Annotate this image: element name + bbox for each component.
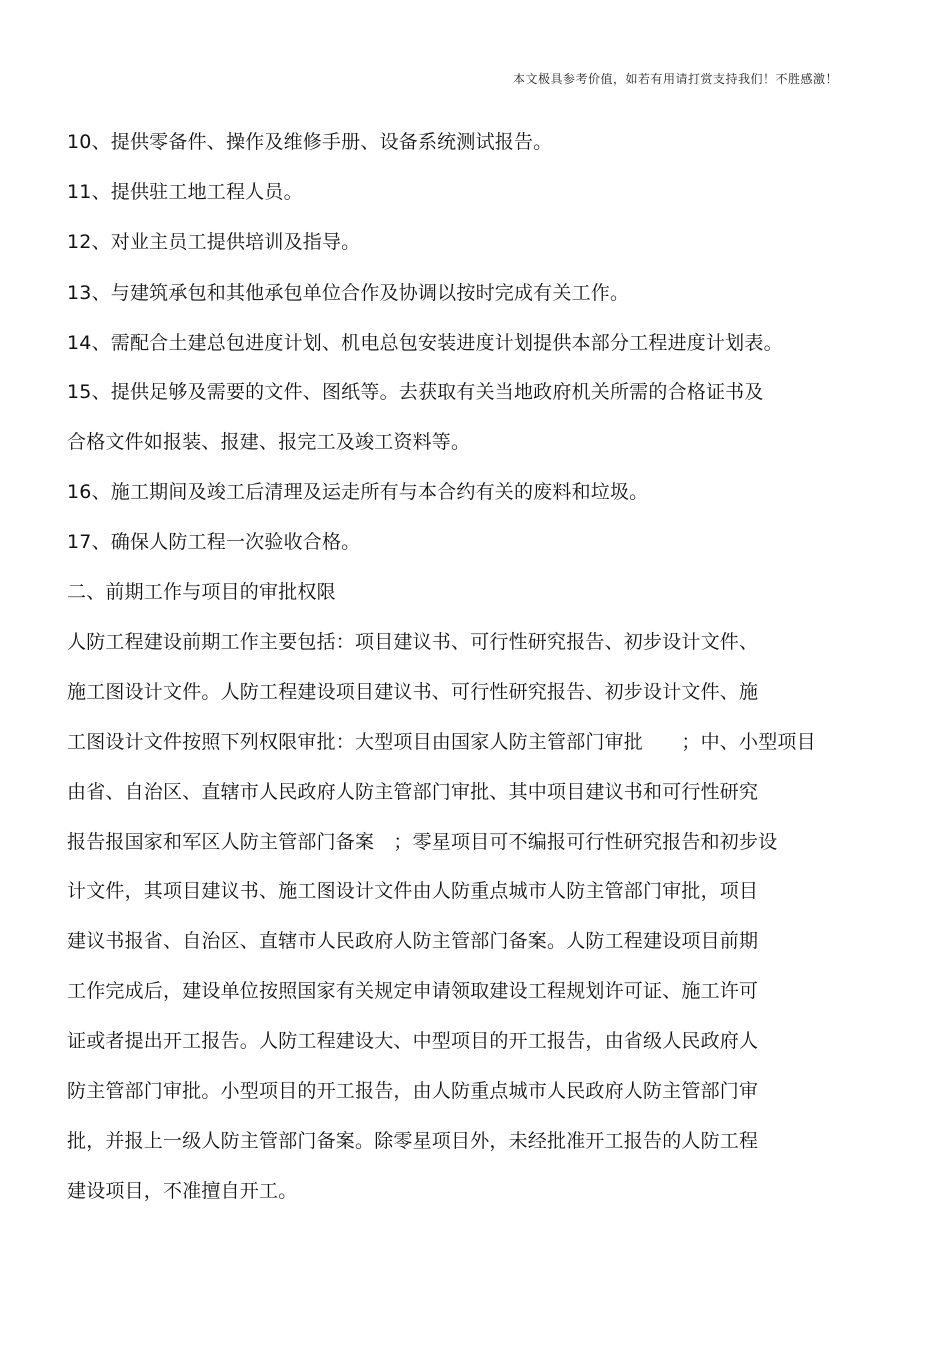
text-line: 12、对业主员工提供培训及指导。 xyxy=(67,231,361,253)
text-line: 14、需配合土建总包进度计划、机电总包安装进度计划提供本部分工程进度计划表。 xyxy=(67,332,783,354)
text-line: 防主管部门审批。小型项目的开工报告，由人防重点城市人民政府人防主管部门审 xyxy=(67,1080,759,1102)
text-line: 人防工程建设前期工作主要包括：项目建议书、可行性研究报告、初步设计文件、 xyxy=(67,631,759,653)
text-line: 建议书报省、自治区、直辖市人民政府人防主管部门备案。人防工程建设项目前期 xyxy=(67,930,759,952)
text-line: 16、施工期间及竣工后清理及运走所有与本合约有关的废料和垃圾。 xyxy=(67,481,649,503)
text-line: 建设项目，不准擅自开工。 xyxy=(67,1180,298,1202)
text-line: 报告报国家和军区人防主管部门备案 ；零星项目可不编报可行性研究报告和初步设 xyxy=(67,831,778,853)
text-line: 批，并报上一级人防主管部门备案。除零星项目外，未经批准开工报告的人防工程 xyxy=(67,1130,759,1152)
header-note: 本文极具参考价值，如若有用请打赏支持我们！不胜感激！ xyxy=(512,72,838,86)
text-line: 施工图设计文件。人防工程建设项目建议书、可行性研究报告、初步设计文件、施 xyxy=(67,681,759,703)
text-line: 13、与建筑承包和其他承包单位合作及协调以按时完成有关工作。 xyxy=(67,282,630,304)
text-line: 15、提供足够及需要的文件、图纸等。去获取有关当地政府机关所需的合格证书及 xyxy=(67,381,764,403)
text-line: 计文件，其项目建议书、施工图设计文件由人防重点城市人防主管部门审批，项目 xyxy=(67,880,759,902)
text-line: 证或者提出开工报告。人防工程建设大、中型项目的开工报告，由省级人民政府人 xyxy=(67,1030,759,1052)
text-line: 11、提供驻工地工程人员。 xyxy=(67,181,303,203)
section-heading: 二、前期工作与项目的审批权限 xyxy=(67,581,336,603)
text-line: 合格文件如报装、报建、报完工及竣工资料等。 xyxy=(67,431,471,453)
text-line: 由省、自治区、直辖市人民政府人防主管部门审批、其中项目建议书和可行性研究 xyxy=(67,781,759,803)
text-line: 17、确保人防工程一次验收合格。 xyxy=(67,531,361,553)
text-line: 工图设计文件按照下列权限审批：大型项目由国家人防主管部门审批 ；中、小型项目 xyxy=(67,731,816,753)
text-line: 工作完成后，建设单位按照国家有关规定申请领取建设工程规划许可证、施工许可 xyxy=(67,980,759,1002)
text-line: 10、提供零备件、操作及维修手册、设备系统测试报告。 xyxy=(67,131,553,153)
